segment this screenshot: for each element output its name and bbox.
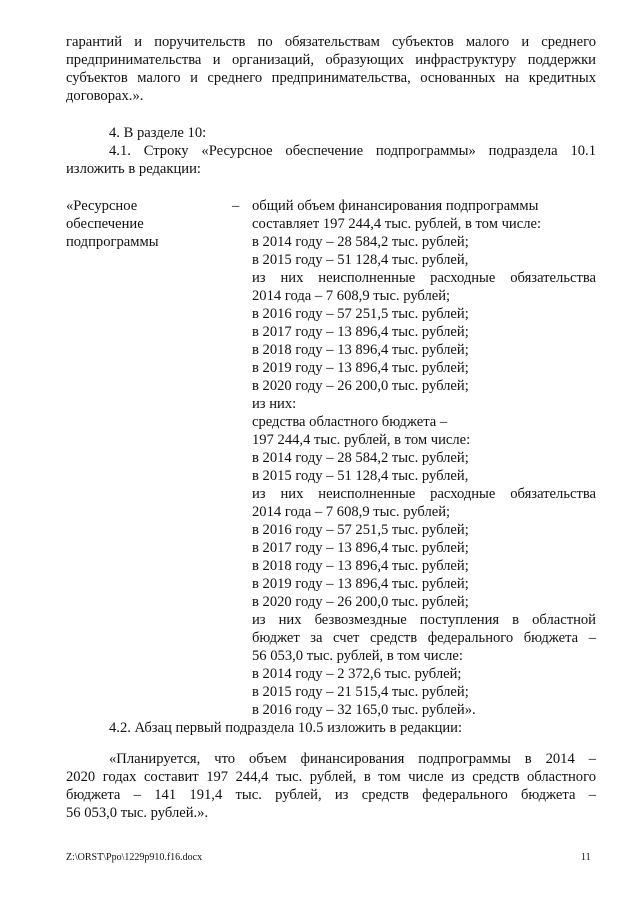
intro-line: предпринимательства и организаций, образующих инфраструктуру поддержки xyxy=(66,52,596,68)
quote-line: 2020 годах составит 197 244,4 тыс. рублей, в том числе из средств областного xyxy=(66,769,596,785)
section-heading: 4. В разделе 10: xyxy=(109,125,207,141)
resource-value-line: в 2014 году – 28 584,2 тыс. рублей; xyxy=(252,450,469,466)
resource-value-line: в 2020 году – 26 200,0 тыс. рублей; xyxy=(252,378,469,394)
quote-line: бюджета – 141 191,4 тыс. рублей, из средств федерального бюджета – xyxy=(66,787,596,803)
quote-paragraph xyxy=(66,750,596,822)
resource-value-line: общий объем финансирования подпрограммы xyxy=(252,198,539,214)
resource-value-line: 2014 года – 7 608,9 тыс. рублей; xyxy=(252,504,451,520)
item-4-2: 4.2. Абзац первый подраздела 10.5 изложить в редакции: xyxy=(109,720,463,736)
resource-label xyxy=(66,197,216,251)
resource-value-line: в 2020 году – 26 200,0 тыс. рублей; xyxy=(252,594,469,610)
resource-value-line: в 2019 году – 13 896,4 тыс. рублей; xyxy=(252,360,469,376)
resource-value-line: из них неисполненные расходные обязательства xyxy=(252,270,596,286)
intro-line: договорах.». xyxy=(66,88,144,104)
resource-value-line: в 2016 году – 57 251,5 тыс. рублей; xyxy=(252,522,469,538)
resource-value-line: в 2017 году – 13 896,4 тыс. рублей; xyxy=(252,540,469,556)
resource-value-line: 197 244,4 тыс. рублей, в том числе: xyxy=(252,432,471,448)
resource-value-line: из них безвозмездные поступления в областной xyxy=(252,612,596,628)
resource-value-line: в 2018 году – 13 896,4 тыс. рублей; xyxy=(252,558,469,574)
resource-value-line: в 2017 году – 13 896,4 тыс. рублей; xyxy=(252,324,469,340)
footer-page-number: 11 xyxy=(581,852,591,863)
intro-line: субъектов малого и среднего предпринимательства, основанных на кредитных xyxy=(66,70,596,86)
resource-value-line: в 2019 году – 13 896,4 тыс. рублей; xyxy=(252,576,469,592)
quote-line: 56 053,0 тыс. рублей.». xyxy=(66,805,209,821)
resource-value-line: в 2016 году – 57 251,5 тыс. рублей; xyxy=(252,306,469,322)
resource-value-line: в 2018 году – 13 896,4 тыс. рублей; xyxy=(252,342,469,358)
item-4-1-line: 4.1. Строку «Ресурсное обеспечение подпрограммы» подраздела 10.1 xyxy=(109,143,596,159)
resource-value-line: средства областного бюджета – xyxy=(252,414,448,430)
resource-value-line: 2014 года – 7 608,9 тыс. рублей; xyxy=(252,288,451,304)
resource-value-line: бюджет за счет средств федерального бюджета – xyxy=(252,630,596,646)
item-4-1-line: изложить в редакции: xyxy=(66,161,201,177)
resource-value-line: составляет 197 244,4 тыс. рублей, в том числе: xyxy=(252,216,542,232)
resource-label-line: обеспечение xyxy=(66,216,144,232)
quote-line: «Планируется, что объем финансирования подпрограммы в 2014 – xyxy=(109,751,596,767)
resource-label-line: подпрограммы xyxy=(66,234,159,250)
intro-paragraph xyxy=(66,33,596,105)
resource-label-line: «Ресурсное xyxy=(66,198,138,214)
resource-value-line: в 2015 году – 51 128,4 тыс. рублей, xyxy=(252,468,469,484)
footer-file-path: Z:\ORST\Ppo\1229p910.f16.docx xyxy=(66,852,203,863)
resource-values xyxy=(252,197,596,719)
intro-line: гарантий и поручительств по обязательствам субъектов малого и среднего xyxy=(66,34,596,50)
resource-value-line: в 2014 году – 2 372,6 тыс. рублей; xyxy=(252,666,462,682)
resource-value-line: из них: xyxy=(252,396,297,412)
resource-value-line: в 2014 году – 28 584,2 тыс. рублей; xyxy=(252,234,469,250)
resource-value-line: из них неисполненные расходные обязательства xyxy=(252,486,596,502)
resource-dash: – xyxy=(232,198,240,214)
resource-value-line: 56 053,0 тыс. рублей, в том числе: xyxy=(252,648,463,664)
resource-value-line: в 2015 году – 21 515,4 тыс. рублей; xyxy=(252,684,469,700)
resource-value-line: в 2015 году – 51 128,4 тыс. рублей, xyxy=(252,252,469,268)
resource-value-line: в 2016 году – 32 165,0 тыс. рублей». xyxy=(252,702,476,718)
item-4-1 xyxy=(66,142,596,178)
